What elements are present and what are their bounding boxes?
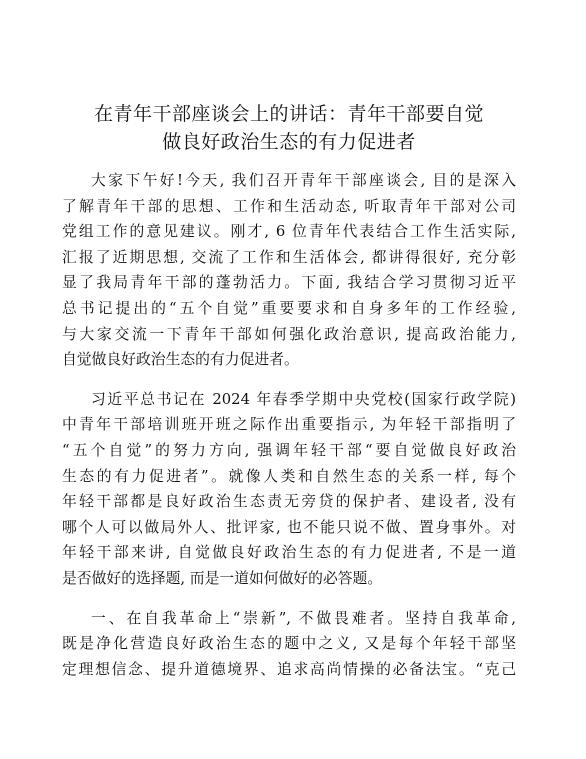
text-line: 党组工作的意见建议。刚才, 6 位青年代表结合工作生活实际,: [62, 223, 516, 241]
text-line: “五个自觉”的努力方向, 强调年轻干部“要自觉做良好政治: [62, 441, 516, 459]
text-line: 自觉做良好政治生态的有力促进者。: [62, 351, 299, 369]
text-line: 定理想信念、提升道德境界、追求高尚情操的必备法宝。“克己: [62, 660, 516, 678]
text-line: 总书记提出的“五个自觉”重要要求和自身多年的工作经验,: [62, 299, 516, 317]
title-line-2: 做良好政治生态的有力促进者: [162, 131, 416, 153]
text-line: 是否做好的选择题, 而是一道如何做好的必答题。: [62, 569, 383, 587]
text-line: 与大家交流一下青年干部如何强化政治意识, 提高政治能力,: [62, 325, 516, 343]
text-line: 了解青年干部的思想、工作和生活动态, 听取青年干部对公司: [62, 197, 516, 215]
document-title: [62, 100, 516, 156]
paragraph-1: [62, 168, 516, 373]
text-line: 中青年干部培训班开班之际作出重要指示, 为年轻干部指明了: [62, 416, 516, 434]
paragraph-3: [62, 606, 516, 683]
text-line: 汇报了近期思想, 交流了工作和生活体会, 都讲得很好, 充分彰: [62, 248, 516, 266]
paragraph-2: [62, 387, 516, 592]
title-line-1: 在青年干部座谈会上的讲话：青年干部要自觉: [93, 103, 484, 125]
text-line: 大家下午好!今天, 我们召开青年干部座谈会, 目的是深入: [91, 172, 516, 189]
text-line: 年轻干部来讲, 自觉做良好政治生态的有力促进者, 不是一道: [62, 544, 516, 562]
text-line: 一、在自我革命上“崇新”, 不做畏难者。坚持自我革命,: [91, 609, 516, 627]
text-line: 生态的有力促进者”。就像人类和自然生态的关系一样, 每个: [62, 467, 516, 485]
text-line: 显了我局青年干部的蓬勃活力。下面, 我结合学习贯彻习近平: [62, 274, 516, 292]
text-line: 习近平总书记在 2024 年春季学期中央党校(国家行政学院): [91, 390, 516, 408]
text-line: 年轻干部都是良好政治生态责无旁贷的保护者、建设者, 没有: [62, 493, 516, 511]
text-line: 既是净化营造良好政治生态的题中之义, 又是每个年轻干部坚: [62, 635, 516, 653]
text-line: 哪个人可以做局外人、批评家, 也不能只说不做、置身事外。对: [62, 518, 516, 536]
